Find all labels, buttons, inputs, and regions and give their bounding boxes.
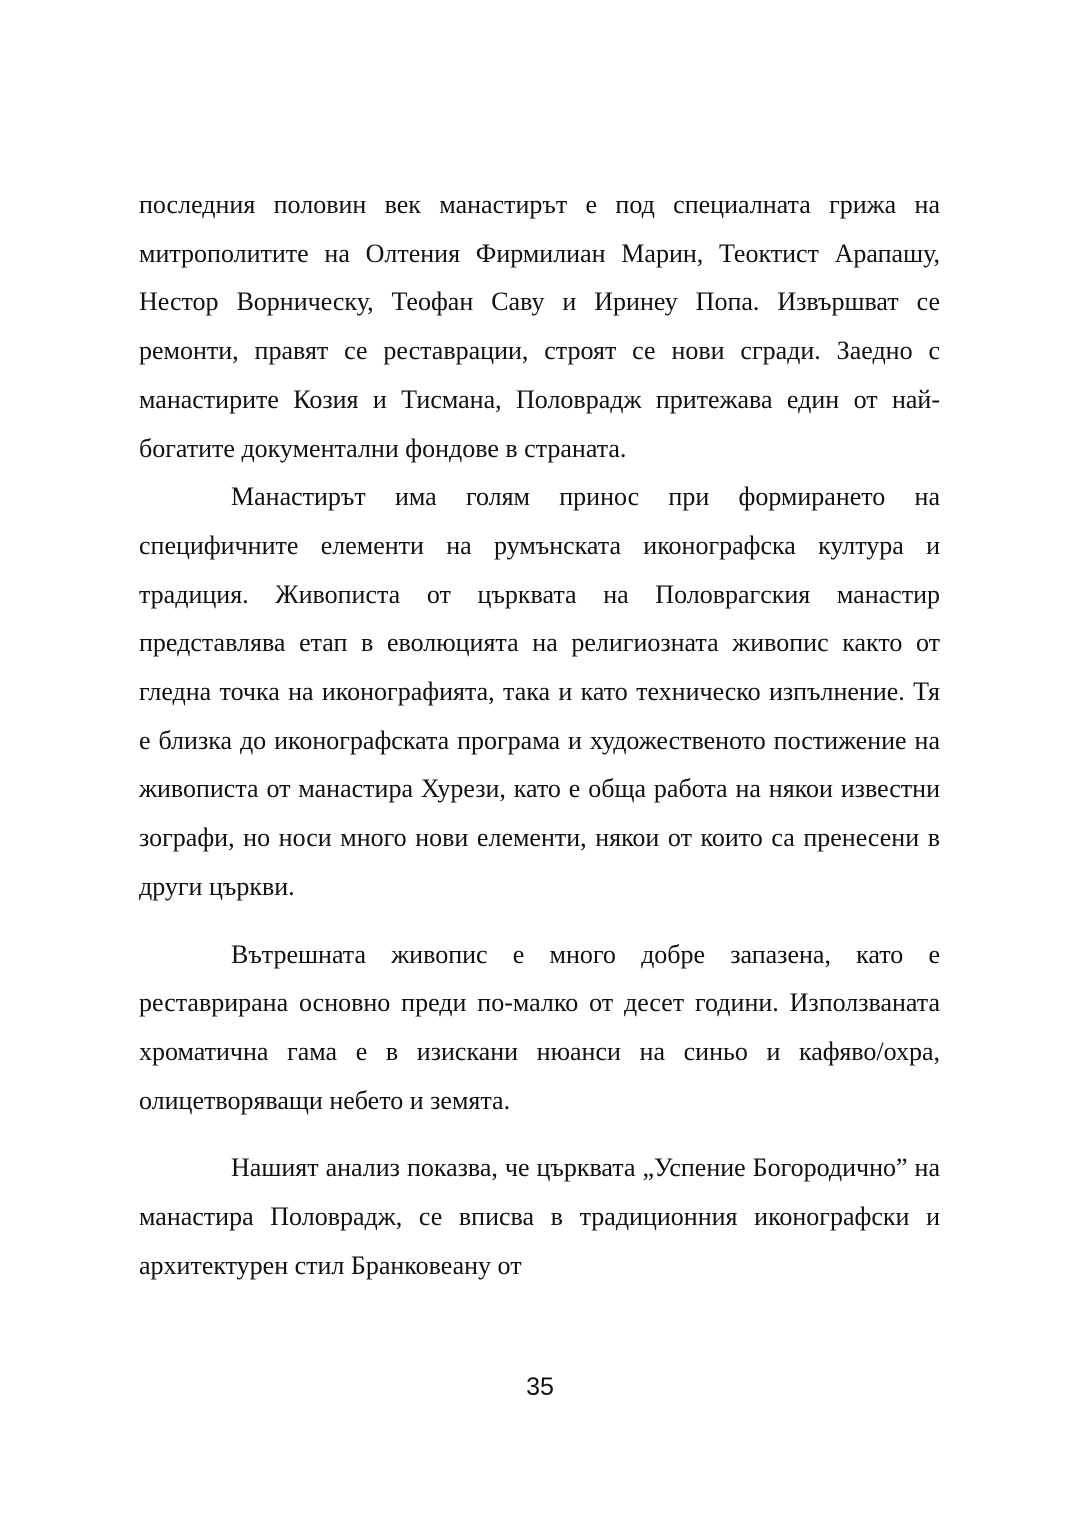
paragraph-1: последния половин век манастирът е под специалната грижа на митрополитите на Олтения Фирмилиан Марин, Теоктист Арапашу, Нестор Ворническу, Теофан Саву и Иринеу Попа. Извършват се ремонти, правят се реставрации, строят се нови сгради. Заедно с манастирите Козия и Тисмана, Половрадж притежава един от най-богатите документални фондове в страната.	[139, 190, 940, 463]
body-text	[139, 181, 940, 1290]
paragraph-3: Вътрешната живопис е много добре запазена, като е реставрирана основно преди по-малко от десет години. Използваната хроматична гама е в изискани нюанси на синьо и кафяво/охра, олицетворяващи небето и земята.	[139, 939, 940, 1115]
paragraph-2: Манастирът има голям принос при формирането на специфичните елементи на румънската иконографска култура и традиция. Живописта от църквата на Половрагския манастир представлява етап в еволюцията на религиозната живопис както от гледна точка на иконографията, така и като техническо изпълнение. Тя е близка до иконографската програма и художественото постижение на живописта от манастира Хурези, като е обща работа на някои известни зографи, но носи много нови елементи, някои от които са пренесени в други църкви.	[139, 482, 940, 901]
paragraph-4: Нашият анализ показва, че църквата „Успение Богородично” на манастира Половрадж, се вписва в традиционния иконографски и архитектурен стил Бранковеану от	[139, 1153, 940, 1280]
page-number: 35	[526, 1373, 554, 1401]
